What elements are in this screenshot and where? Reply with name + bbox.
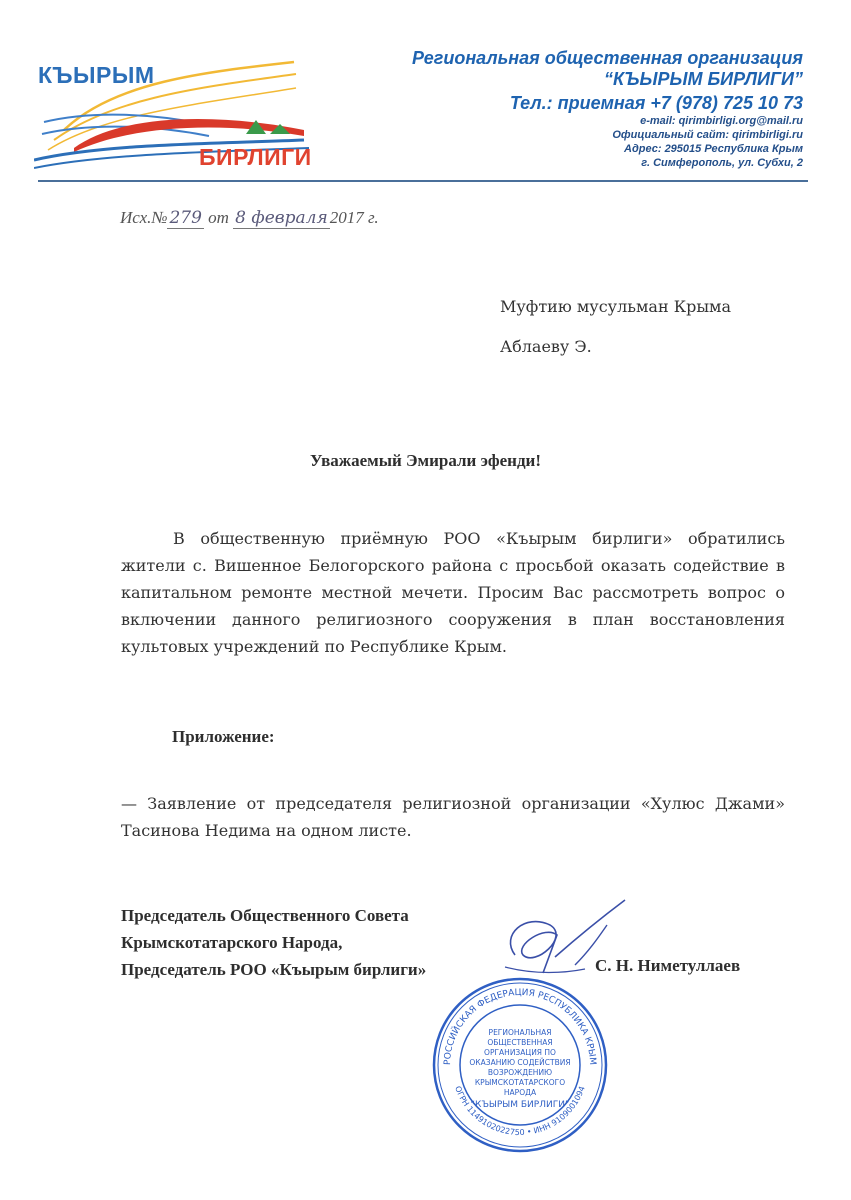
stamp-center-line1: РЕГИОНАЛЬНАЯ xyxy=(488,1028,552,1037)
stamp-center-line8: “КЪЫРЫМ БИРЛИГИ” xyxy=(470,1100,570,1110)
attachment-text: — Заявление от председателя религиозной организации «Хулюс Джами» Тасинова Недима на одном листе. xyxy=(121,794,785,840)
stamp-center-line5: ВОЗРОЖДЕНИЮ xyxy=(487,1068,553,1077)
stamp-center-line3: ОРГАНИЗАЦИЯ ПО xyxy=(484,1048,556,1057)
org-address-line1: Адрес: 295015 Республика Крым xyxy=(624,143,803,155)
addressee xyxy=(500,287,731,367)
greeting: Уважаемый Эмирали эфенди! xyxy=(309,451,542,470)
signatory-title-line1: Председатель Общественного Совета xyxy=(121,906,409,925)
signatory-name: С. Н. Ниметуллаев xyxy=(595,956,741,975)
signatory-title-line2: Крымскотатарского Народа, xyxy=(121,933,343,952)
org-phone: Тел.: приемная +7 (978) 725 10 73 xyxy=(509,93,803,113)
org-email: e-mail: qirimbirligi.org@mail.ru xyxy=(640,115,803,127)
logo-text-bottom: БИРЛИГИ xyxy=(199,144,312,170)
stamp-center-line4: ОКАЗАНИЮ СОДЕЙСТВИЯ xyxy=(469,1058,571,1067)
outgoing-number xyxy=(120,208,379,228)
signatory-title-line3: Председатель РОО «Къырым бирлиги» xyxy=(121,960,427,979)
org-logo xyxy=(34,52,334,182)
stamp-center-line7: НАРОДА xyxy=(503,1088,537,1097)
body-paragraph: В общественную приёмную РОО «Къырым бирлиги» обратились жители с. Вишенное Белогорского района с просьбой оказать содействие в капитальном ремонте местной мечети. Просим Вас рассмотреть вопрос о включении данного религиозного сооружения в план восстановления культовых учреждений по Республике Крым. xyxy=(121,529,785,656)
stamp-ring-top: РОССИЙСКАЯ ФЕДЕРАЦИЯ РЕСПУБЛИКА КРЫМ xyxy=(442,987,598,1066)
outgoing-middle: от xyxy=(208,208,229,227)
org-info xyxy=(383,48,803,170)
header-divider xyxy=(38,180,808,182)
addressee-line2: Аблаеву Э. xyxy=(500,337,592,356)
signatory-title xyxy=(121,902,426,983)
stamp-center-line2: ОБЩЕСТВЕННАЯ xyxy=(487,1038,553,1047)
outgoing-number-handwritten: 279 xyxy=(169,208,202,228)
org-name-line2: “КЪЫРЫМ БИРЛИГИ” xyxy=(604,69,803,89)
addressee-line1: Муфтию мусульман Крыма xyxy=(500,297,732,316)
outgoing-date-handwritten: 8 февраля xyxy=(235,208,328,228)
outgoing-prefix: Исх.№ xyxy=(120,208,168,227)
outgoing-year: 2017 г. xyxy=(329,208,379,227)
logo-text-top: КЪЫРЫМ xyxy=(38,62,155,88)
org-website: Официальный сайт: qirimbirligi.ru xyxy=(612,129,803,141)
org-address-line2: г. Симферополь, ул. Субхи, 2 xyxy=(641,157,803,169)
organization-stamp-icon xyxy=(430,975,610,1155)
stamp-center-line6: КРЫМСКОТАТАРСКОГО xyxy=(474,1078,566,1087)
attachment-title: Приложение: xyxy=(172,727,275,746)
org-name-line1: Региональная общественная организация xyxy=(411,48,803,68)
stamp-ring-bottom: ОГРН 1149102022750 • ИНН 9109001094 xyxy=(453,1084,587,1138)
